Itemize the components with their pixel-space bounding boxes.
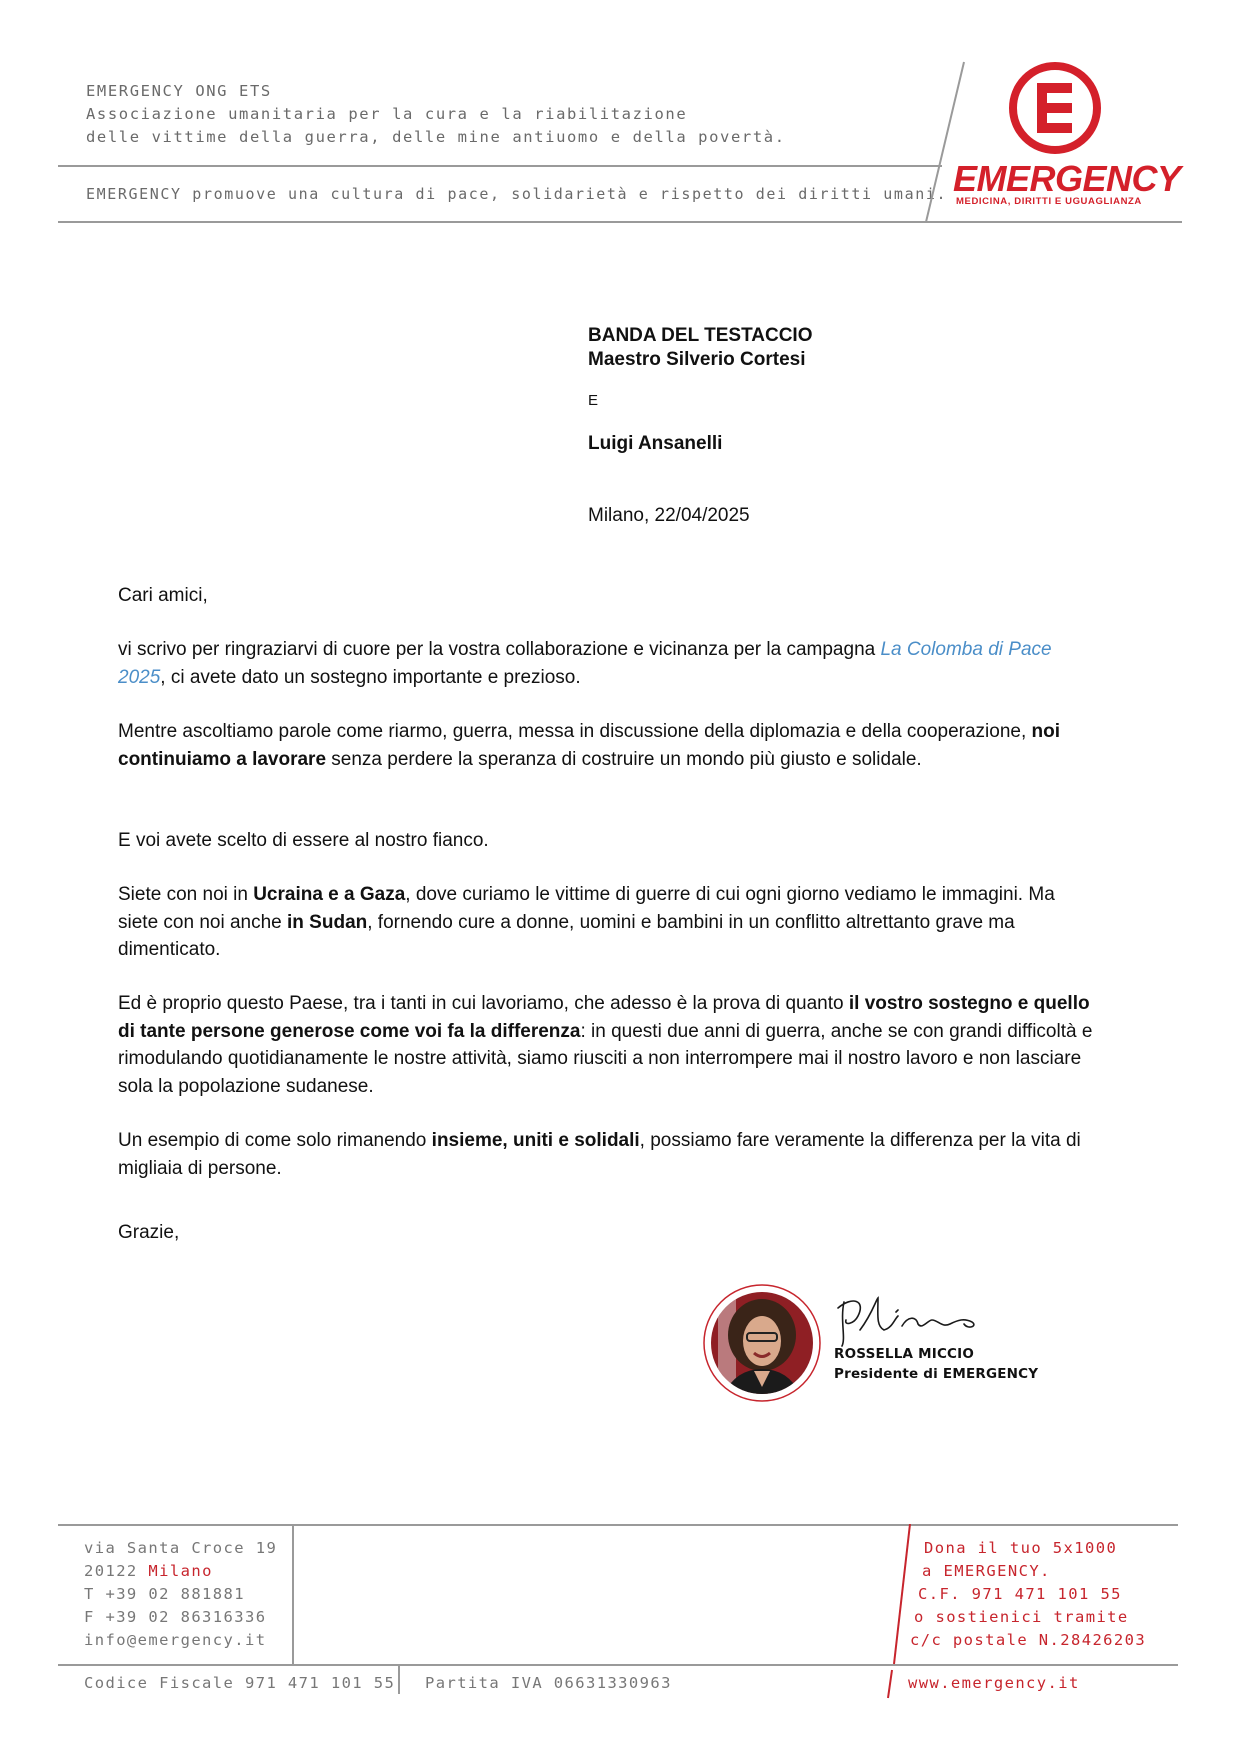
footer-website-link[interactable]: www.emergency.it [908, 1674, 1080, 1692]
header-divider-top [58, 165, 942, 167]
campaign-link[interactable]: La Colomba di Pace 2025 [118, 639, 1052, 688]
paragraph-6: Un esempio di come solo rimanendo insieme, uniti e solidali, possiamo fare veramente la differenza per la vita di migliaia di persone. [118, 1130, 1081, 1179]
recipient-line-3: Luigi Ansanelli [588, 433, 723, 454]
header-divider-bottom [58, 221, 1182, 223]
footer-address: via Santa Croce 19 20122 Milano T +39 02 881881 F +39 02 86316336 info@emergency.it [84, 1537, 277, 1652]
footer-partita-iva: Partita IVA 06631330963 [425, 1674, 672, 1692]
org-tagline-2: delle vittime della guerra, delle mine antiuomo e della povertà. [86, 128, 786, 146]
footer-fax: F +39 02 86316336 [84, 1608, 267, 1626]
paragraph-4: Siete con noi in Ucraina e a Gaza, dove curiamo le vittime di guerre di cui ogni giorno vediamo le immagini. Ma siete con noi anche in Sudan, fornendo cure a donne, uomini e bambini in un conflitto altrettanto grave ma dimenticato. [118, 884, 1055, 960]
logo-wordmark: EMERGENCY [953, 158, 1181, 199]
org-mission: EMERGENCY promuove una cultura di pace, solidarietà e rispetto dei diritti umani. [86, 185, 948, 203]
footer-donate: Dona il tuo 5x1000 a EMERGENCY. C.F. 971 471 101 55 o sostienici tramite c/c postale N.28426203 [910, 1539, 1147, 1649]
letter-date: Milano, 22/04/2025 [588, 505, 750, 526]
emergency-e-circle-icon [1007, 60, 1103, 156]
paragraph-1: vi scrivo per ringraziarvi di cuore per la vostra collaborazione e vicinanza per la campagna La Colomba di Pace 2025, ci avete dato un sostegno importante e prezioso. [118, 639, 1052, 688]
footer-divider-v1 [292, 1524, 294, 1664]
logo-subtitle: MEDICINA, DIRITTI E UGUAGLIANZA [956, 196, 1142, 207]
footer-divider-bottom [58, 1664, 1178, 1666]
emergency-logo [950, 60, 1181, 210]
handwritten-signature-icon [832, 1290, 1002, 1350]
signatory-name: ROSSELLA MICCIO [834, 1346, 975, 1362]
recipient-line-1: BANDA DEL TESTACCIO [588, 325, 813, 346]
closing: Grazie, [118, 1222, 180, 1243]
footer-phone: T +39 02 881881 [84, 1585, 245, 1603]
paragraph-2: Mentre ascoltiamo parole come riarmo, guerra, messa in discussione della diplomazia e della cooperazione, noi continuiamo a lavorare senza perdere la speranza di costruire un mondo più giusto e solidale. [118, 721, 1061, 770]
footer-email[interactable]: info@emergency.it [84, 1631, 267, 1649]
org-tagline-1: Associazione umanitaria per la cura e la riabilitazione [86, 105, 688, 123]
org-name: EMERGENCY ONG ETS [86, 82, 272, 100]
recipient-line-2: Maestro Silverio Cortesi [588, 349, 806, 370]
footer-divider-v2 [398, 1666, 400, 1694]
paragraph-3: E voi avete scelto di essere al nostro fianco. [118, 830, 489, 851]
recipient-conjunction: E [588, 392, 599, 409]
signatory-title: Presidente di EMERGENCY [834, 1366, 1039, 1382]
footer-divider-top [58, 1524, 1178, 1526]
salutation: Cari amici, [118, 585, 208, 606]
paragraph-5: Ed è proprio questo Paese, tra i tanti in cui lavoriamo, che adesso è la prova di quanto il vostro sostegno e quello di tante persone generose come voi fa la differenza: in questi due anni di guerra, anche se con grandi difficoltà e rimodulando quotidianamente le nostre attività, siamo riusciti a non interrompere mai il nostro lavoro e non lasciare sola la popolazione sudanese. [118, 993, 1093, 1097]
footer-codice-fiscale: Codice Fiscale 971 471 101 55 [84, 1674, 396, 1692]
portrait-photo-icon [702, 1283, 822, 1403]
